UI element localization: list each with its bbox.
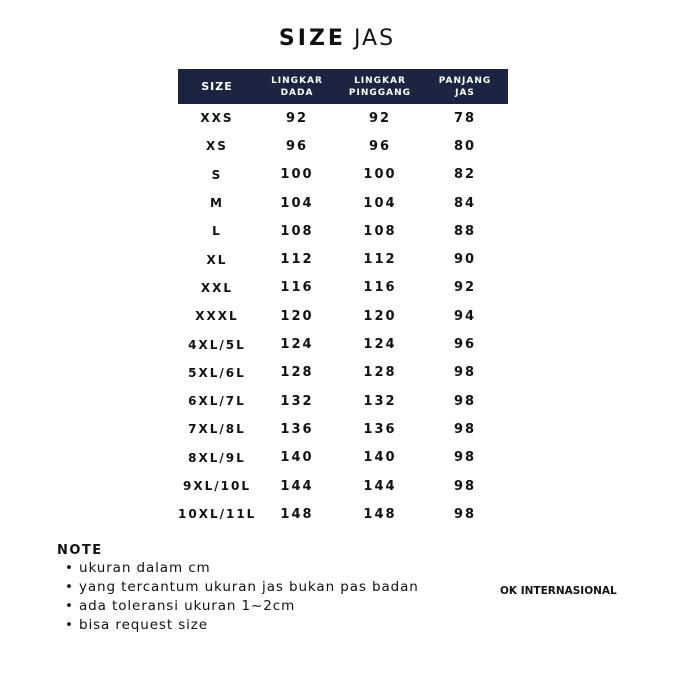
- cell-size: 6XL/7L: [188, 394, 246, 409]
- cell-panjang-jas: 92: [453, 280, 477, 296]
- bullet-icon: •: [65, 598, 74, 614]
- cell-lingkar-dada: 136: [280, 421, 314, 437]
- cell-size: 8XL/9L: [188, 450, 246, 465]
- cell-lingkar-pinggang: 136: [363, 421, 397, 437]
- header-lingkar-dada: [256, 75, 338, 99]
- cell-lingkar-pinggang: 112: [363, 252, 397, 268]
- page-title: [0, 26, 674, 51]
- table-row: [178, 217, 508, 245]
- cell-lingkar-dada: 116: [280, 280, 314, 296]
- cell-lingkar-pinggang: 148: [363, 506, 397, 522]
- table-row: [178, 359, 508, 387]
- table-body: [178, 104, 508, 528]
- cell-size: 9XL/10L: [183, 479, 251, 493]
- cell-lingkar-pinggang: 96: [368, 138, 392, 154]
- bullet-icon: •: [65, 617, 74, 633]
- cell-lingkar-pinggang: 92: [368, 110, 392, 126]
- cell-lingkar-pinggang: 144: [363, 478, 397, 494]
- cell-size: 10XL/11L: [178, 507, 257, 522]
- table-row: [178, 274, 508, 302]
- table-row: [178, 330, 508, 358]
- bullet-icon: •: [65, 579, 74, 595]
- header-dada-line2: DADA: [280, 87, 314, 98]
- cell-panjang-jas: 84: [453, 195, 477, 211]
- cell-lingkar-dada: 144: [280, 478, 314, 494]
- cell-lingkar-dada: 132: [280, 393, 314, 409]
- cell-lingkar-pinggang: 108: [363, 223, 397, 239]
- note-item: [57, 559, 477, 578]
- table-row: [178, 161, 508, 189]
- table-row: [178, 387, 508, 415]
- cell-panjang-jas: 98: [453, 506, 477, 522]
- cell-size: XXXL: [195, 309, 239, 324]
- cell-size: M: [210, 196, 224, 211]
- cell-size: 5XL/6L: [188, 365, 246, 380]
- bullet-icon: •: [65, 560, 74, 576]
- cell-lingkar-dada: 140: [280, 450, 314, 466]
- note-item-text: yang tercantum ukuran jas bukan pas badan: [79, 579, 419, 595]
- cell-lingkar-pinggang: 128: [363, 365, 397, 381]
- cell-panjang-jas: 80: [453, 138, 477, 154]
- title-size: SIZE: [278, 26, 346, 51]
- table-row: [178, 415, 508, 443]
- cell-panjang-jas: 98: [453, 450, 477, 466]
- cell-lingkar-dada: 104: [280, 195, 314, 211]
- header-pinggang-line2: PINGGANG: [348, 87, 412, 98]
- note-section: [57, 543, 477, 635]
- cell-panjang-jas: 94: [453, 308, 477, 324]
- cell-lingkar-pinggang: 132: [363, 393, 397, 409]
- cell-lingkar-dada: 128: [280, 365, 314, 381]
- note-item-text: bisa request size: [79, 617, 209, 633]
- cell-lingkar-dada: 148: [280, 506, 314, 522]
- brand-name: OK INTERNASIONAL: [500, 585, 617, 597]
- table-row: [178, 104, 508, 132]
- cell-size: S: [211, 167, 223, 182]
- header-panjang-jas: [422, 75, 508, 99]
- table-row: [178, 444, 508, 472]
- cell-panjang-jas: 96: [453, 337, 477, 353]
- note-list: [57, 559, 477, 635]
- cell-panjang-jas: 98: [453, 365, 477, 381]
- note-item-text: ada toleransi ukuran 1~2cm: [79, 598, 296, 614]
- cell-size: L: [212, 224, 222, 239]
- cell-panjang-jas: 88: [453, 223, 477, 239]
- table-row: [178, 245, 508, 273]
- note-item: [57, 616, 477, 635]
- cell-lingkar-dada: 112: [280, 252, 314, 268]
- header-panjang-line1: PANJANG: [438, 75, 492, 86]
- cell-size: 7XL/8L: [188, 422, 246, 437]
- table-row: [178, 302, 508, 330]
- cell-lingkar-pinggang: 140: [363, 450, 397, 466]
- cell-lingkar-dada: 100: [280, 167, 314, 183]
- cell-lingkar-pinggang: 104: [363, 195, 397, 211]
- header-lingkar-pinggang: [338, 75, 422, 99]
- note-title: NOTE: [57, 543, 103, 558]
- cell-size: XL: [206, 252, 228, 267]
- table-row: [178, 132, 508, 160]
- cell-panjang-jas: 82: [453, 167, 477, 183]
- note-item-text: ukuran dalam cm: [79, 560, 211, 576]
- cell-lingkar-pinggang: 124: [363, 337, 397, 353]
- cell-panjang-jas: 98: [453, 478, 477, 494]
- cell-size: XXS: [200, 111, 234, 126]
- cell-size: 4XL/5L: [188, 337, 246, 352]
- note-item: [57, 578, 477, 597]
- cell-size: XS: [206, 139, 228, 154]
- cell-panjang-jas: 98: [453, 393, 477, 409]
- size-table: [178, 69, 508, 528]
- table-header: [178, 69, 508, 104]
- note-item: [57, 597, 477, 616]
- table-row: [178, 472, 508, 500]
- header-size: SIZE: [201, 79, 233, 93]
- cell-lingkar-dada: 108: [280, 223, 314, 239]
- cell-lingkar-dada: 96: [285, 138, 309, 154]
- cell-lingkar-pinggang: 120: [363, 308, 397, 324]
- title-jas: JAS: [353, 26, 396, 51]
- cell-lingkar-dada: 124: [280, 337, 314, 353]
- header-pinggang-line1: LINGKAR: [354, 75, 406, 86]
- cell-lingkar-dada: 92: [285, 110, 309, 126]
- cell-lingkar-pinggang: 116: [363, 280, 397, 296]
- cell-lingkar-dada: 120: [280, 308, 314, 324]
- table-row: [178, 189, 508, 217]
- cell-size: XXL: [200, 280, 234, 295]
- cell-panjang-jas: 90: [453, 252, 477, 268]
- cell-panjang-jas: 78: [453, 110, 477, 126]
- cell-lingkar-pinggang: 100: [363, 167, 397, 183]
- header-panjang-line2: JAS: [455, 87, 475, 98]
- header-dada-line1: LINGKAR: [271, 75, 323, 86]
- table-row: [178, 500, 508, 528]
- cell-panjang-jas: 98: [453, 421, 477, 437]
